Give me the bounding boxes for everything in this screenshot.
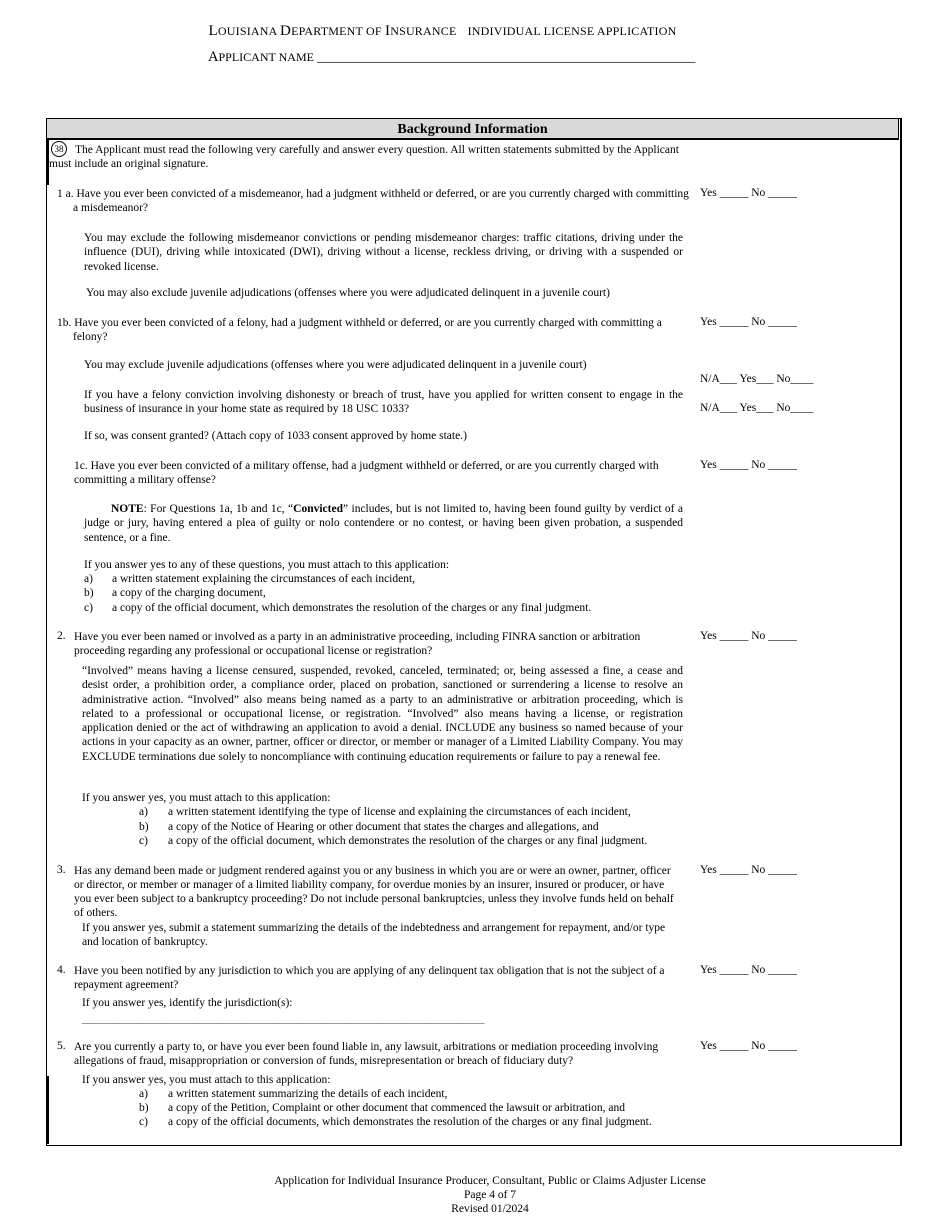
q2-note: “Involved” means having a license censured, suspended, revoked, canceled, terminated; or, being assessed a fine, a cease and desist order, a prohibition order, a compliance order, placed on probation, sanctioned or surrendering a license to resolve an administrative action. “Involved” also means being named as a party to an administrative or arbitration proceeding, which is related to a professional or occupational license, or registration. “Involved” also means having a license, or registration application denied or the act of withdrawing an application to avoid a denial. INCLUDE any business so named because of your actions in your capacity as an owner, partner, officer or director, or member or manager of a Limited Liability Company. You may EXCLUDE terminations due solely to noncompliance with continuing education requirements or failure to pay a renewal fee. xyxy=(82,665,683,763)
list-item: a copy of the Notice of Hearing or other document that states the charges and allegations, and xyxy=(168,821,599,833)
list-item: a written statement identifying the type of license and explaining the circumstances of each incident, xyxy=(168,806,631,818)
q1-attach-text: If you answer yes to any of these questions, you must attach to this application: xyxy=(84,559,450,571)
q1b-note-3: If so, was consent granted? (Attach copy of 1033 consent approved by home state.) xyxy=(84,430,467,442)
revision-date: Revised 01/2024 xyxy=(451,1203,529,1215)
q1b-consent-na-yes-no[interactable]: N/A___ Yes___ No____ xyxy=(700,402,814,414)
hdr-text: PPLICANT NAME xyxy=(218,50,314,64)
list-item: a written statement explaining the circumstances of each incident, xyxy=(112,573,416,585)
list-marker: c) xyxy=(139,835,148,847)
list-marker: a) xyxy=(139,1088,148,1100)
q2-attach-text: If you answer yes, you must attach to this application: xyxy=(82,792,331,804)
note-label: NOTE xyxy=(111,503,144,515)
list-marker: b) xyxy=(139,821,149,833)
list-item: a written statement summarizing the details of each incident, xyxy=(168,1088,448,1100)
question-5: Are you currently a party to, or have you ever been found liable in, any lawsuit, arbitrations or mediation proceeding involving allegations of fraud, misappropriation or conversion of funds, misrepresentation or breach of fiduciary duty? xyxy=(74,1041,659,1067)
q5-yes-no[interactable]: Yes _____ No _____ xyxy=(700,1040,797,1052)
hdr-text: INDIVIDUAL LICENSE APPLICATION xyxy=(467,24,677,38)
question-4: Have you been notified by any jurisdiction to which you are applying of any delinquent tax obligation that is not the subject of a repayment agreement? xyxy=(74,965,665,991)
note-emphasis: Convicted xyxy=(293,503,343,515)
question-2-number: 2. xyxy=(57,630,66,642)
list-item: a copy of the Petition, Complaint or other document that commenced the lawsuit or arbitration, and xyxy=(168,1102,626,1114)
question-4-number: 4. xyxy=(57,964,66,976)
section-title: Background Information xyxy=(46,118,899,140)
q1b-na-yes-no[interactable]: N/A___ Yes___ No____ xyxy=(700,373,814,385)
q4-yes-no[interactable]: Yes _____ No _____ xyxy=(700,964,797,976)
intro-body: The Applicant must read the following very carefully and answer every question. All written statements submitted by the Applicant must include an original signature. xyxy=(49,144,679,170)
q1a-note: You may exclude the following misdemeanor convictions or pending misdemeanor charges: traffic citations, driving under the influence (DUI), driving while intoxicated (DWI), driving without a license, reckless driving, or driving with a suspended or revoked license. xyxy=(84,232,683,273)
question-2: Have you ever been named or involved as a party in an administrative proceeding, including FINRA sanction or arbitration proceeding regarding any professional or occupational license or registration? xyxy=(74,631,641,657)
list-item: a copy of the official document, which demonstrates the resolution of the charges or any final judgment. xyxy=(168,835,648,847)
intro-text xyxy=(49,143,699,171)
question-3: Has any demand been made or judgment rendered against you or any business in which you are or were an owner, partner, officer or director, or member or manager of a limited liability company, for overdue monies by an insurer, insured or producer, or have you ever been subject to a bankruptcy proceeding? Do not include personal bankruptcies, unless they involve funds held on behalf of others. xyxy=(74,865,674,919)
list-marker: c) xyxy=(84,602,93,614)
page-number: Page 4 of 7 xyxy=(463,1189,517,1201)
hdr-text: L xyxy=(208,23,218,39)
q1c-yes-no[interactable]: Yes _____ No _____ xyxy=(700,459,797,471)
q3-note: If you answer yes, submit a statement summarizing the details of the indebtedness and arrangement for repayment, and/or type and location of bankruptcy. xyxy=(82,922,666,948)
form-header xyxy=(0,23,885,40)
hdr-text: D xyxy=(280,23,292,39)
divider xyxy=(46,1076,49,1144)
footer-title: Application for Individual Insurance Producer, Consultant, Public or Claims Adjuster License xyxy=(274,1175,706,1187)
q5-attach-text: If you answer yes, you must attach to this application: xyxy=(82,1074,331,1086)
q4-note: If you answer yes, identify the jurisdiction(s): xyxy=(82,997,293,1009)
hdr-text: NSURANCE xyxy=(390,24,457,38)
list-item: a copy of the official documents, which demonstrates the resolution of the charges or any final judgment. xyxy=(168,1116,652,1128)
q1b-note-2: If you have a felony conviction involving dishonesty or breach of trust, have you applied for written consent to engage in the business of insurance in your home state as required by 18 USC 1033? xyxy=(84,389,683,415)
question-1c: 1c. Have you ever been convicted of a military offense, had a judgment withheld or deferred, or are you currently charged with committing a military offense? xyxy=(74,460,659,486)
list-marker: b) xyxy=(139,1102,149,1114)
list-item: a copy of the charging document, xyxy=(112,587,266,599)
jurisdiction-input[interactable]: ______________________________________________________________________ xyxy=(82,1013,485,1025)
q2-yes-no[interactable]: Yes _____ No _____ xyxy=(700,630,797,642)
note-block xyxy=(84,502,683,545)
list-marker: a) xyxy=(84,573,93,585)
list-marker: c) xyxy=(139,1116,148,1128)
item-number-badge: 38 xyxy=(51,141,67,157)
q3-yes-no[interactable]: Yes _____ No _____ xyxy=(700,864,797,876)
q1b-note: You may exclude juvenile adjudications (offenses where you were adjudicated delinquent in a juvenile court) xyxy=(84,359,587,371)
note-text: ” includes, but is not limited to, having been found guilty by verdict of a judge or jury, having entered a plea of guilty or nolo contendere or no contest, or having been given probation, a suspended sentence, or a fine. xyxy=(84,503,683,544)
q1a-note-2: You may also exclude juvenile adjudications (offenses where you were adjudicated delinquent in a juvenile court) xyxy=(86,287,610,299)
list-item: a copy of the official document, which demonstrates the resolution of the charges or any final judgment. xyxy=(112,602,592,614)
list-marker: b) xyxy=(84,587,94,599)
q1a-yes-no[interactable]: Yes _____ No _____ xyxy=(700,187,797,199)
applicant-name-line xyxy=(208,49,695,66)
hdr-text: A xyxy=(208,49,219,65)
question-1b: 1b. Have you ever been convicted of a felony, had a judgment withheld or deferred, or are you currently charged with committing a felony? xyxy=(57,317,662,343)
hdr-text: EPARTMENT OF xyxy=(291,24,385,38)
question-5-number: 5. xyxy=(57,1040,66,1052)
question-3-number: 3. xyxy=(57,864,66,876)
note-text: : For Questions 1a, 1b and 1c, “ xyxy=(143,503,294,515)
q1b-yes-no[interactable]: Yes _____ No _____ xyxy=(700,316,797,328)
hdr-text: I xyxy=(385,23,391,39)
applicant-name-field[interactable]: ________________________________________________________ xyxy=(317,49,696,64)
question-1a: 1 a. Have you ever been convicted of a misdemeanor, had a judgment withheld or deferred, or are you currently charged with committing a misdemeanor? xyxy=(57,188,689,214)
hdr-text: OUISIANA xyxy=(217,24,281,38)
list-marker: a) xyxy=(139,806,148,818)
